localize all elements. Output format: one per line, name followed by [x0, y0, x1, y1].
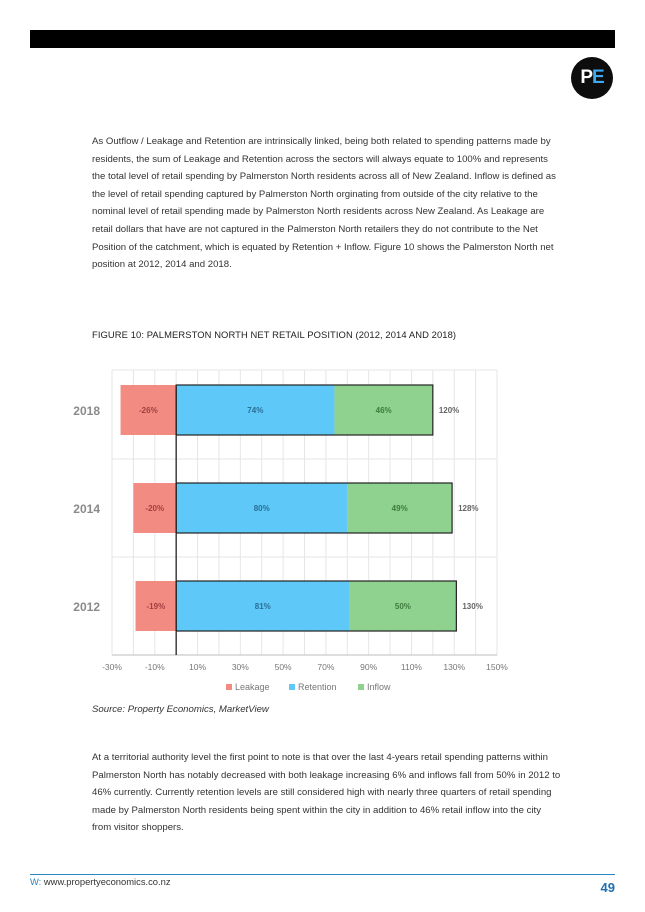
x-tick-label: 30%: [231, 662, 249, 672]
x-tick-label: 130%: [443, 662, 466, 672]
company-logo: P E: [571, 57, 613, 99]
figure-title: FIGURE 10: PALMERSTON NORTH NET RETAIL POSITION (2012, 2014 AND 2018): [92, 329, 457, 340]
x-tick-label: -30%: [102, 662, 122, 672]
category-label: 2018: [73, 404, 100, 418]
inflow-label: 49%: [391, 504, 408, 513]
retention-label: 74%: [247, 406, 264, 415]
inflow-label: 50%: [394, 602, 411, 611]
x-tick-label: 110%: [400, 662, 422, 672]
leakage-label: -26%: [139, 406, 158, 415]
net-total-label: 120%: [438, 406, 460, 415]
leakage-label: -20%: [145, 504, 165, 513]
retention-label: 80%: [253, 504, 270, 513]
x-tick-label: 70%: [317, 662, 335, 672]
retention-label: 81%: [254, 602, 271, 611]
legend-label-leakage: Leakage: [235, 682, 270, 692]
net-total-label: 128%: [458, 504, 479, 513]
category-label: 2012: [73, 600, 100, 614]
legend-swatch-retention: [289, 684, 295, 690]
x-tick-label: -10%: [144, 662, 165, 672]
x-tick-label: 10%: [189, 662, 207, 672]
analysis-paragraph: At a territorial authority level the first point to note is that over the last 4-years retail spending patterns within Palmerston North has notably decreased with both leakage increasing 6% and inflows fall from 50% in 2012 to 46% currently. Currently retention levels are still considered high with nearly three quarters of retail spending made by Palmerston North residents being spent within the city in addition to 46% retail inflow into the city from visitor shoppers.: [92, 752, 561, 834]
footer-website[interactable]: W: www.propertyeconomics.co.nz: [30, 876, 171, 887]
page-number: 49: [600, 880, 615, 895]
category-label: 2014: [73, 502, 100, 516]
source-note: Source: Property Economics, MarketView: [92, 704, 269, 715]
inflow-label: 46%: [375, 406, 392, 415]
x-tick-label: 90%: [360, 662, 378, 672]
legend-label-inflow: Inflow: [367, 682, 391, 692]
leakage-label: -19%: [146, 602, 166, 611]
net-total-label: 130%: [462, 602, 483, 611]
legend-swatch-leakage: [226, 684, 232, 690]
legend-swatch-inflow: [358, 684, 364, 690]
intro-paragraph: As Outflow / Leakage and Retention are intrinsically linked, being both related to spending patterns made by residents, the sum of Leakage and Retention across the sectors will always equate to 100% and represents the total level of retail spending by Palmerston North residents across all of New Zealand. Inflow is defined as the level of retail spending captured by Palmerston North orginating from outside of the city relative to the nominal level of retail spending made by Palmerston North residents across New Zealand. As Leakage are retail dollars that have are not captured in the Palmerston North retailers they do not contribute to the Net Position of the catchment, which is equated by Retention + Inflow. Figure 10 shows the Palmerston North net position at 2012, 2014 and 2018.: [92, 136, 556, 271]
x-tick-label: 50%: [274, 662, 292, 672]
legend-label-retention: Retention: [298, 682, 337, 692]
x-tick-label: 150%: [486, 662, 508, 672]
footer-divider: [30, 874, 615, 875]
